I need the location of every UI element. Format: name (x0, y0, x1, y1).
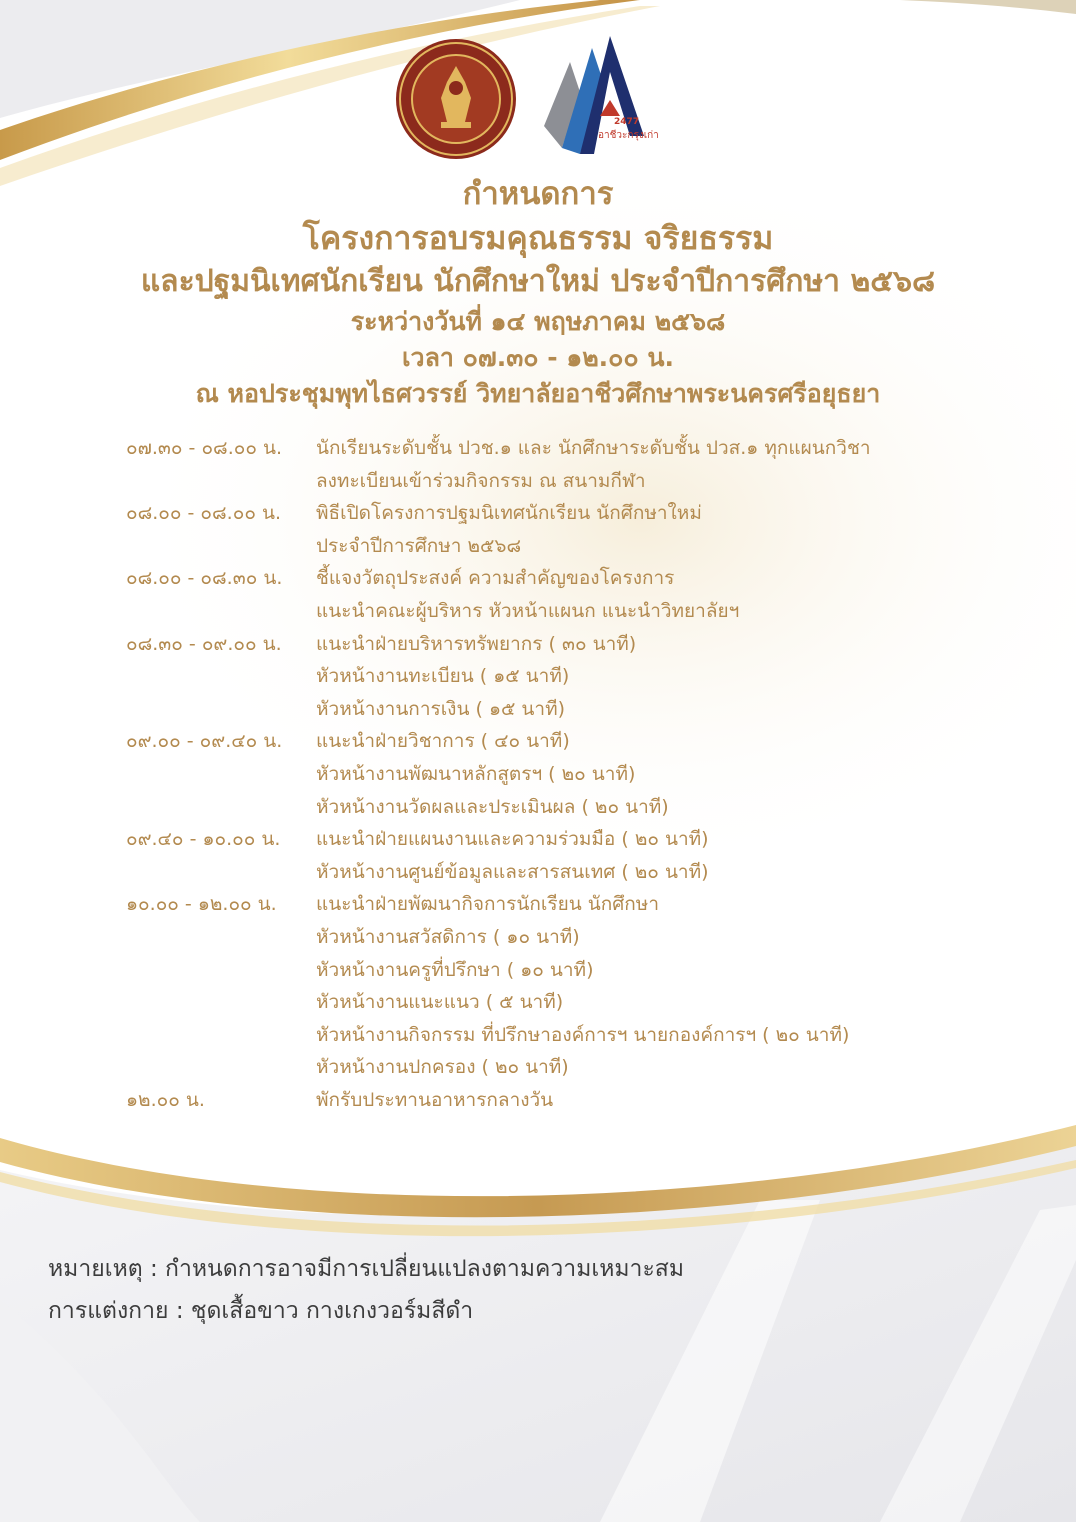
schedule-time: ๐๗.๓๐ - ๐๘.๐๐ น. (126, 437, 282, 459)
schedule-row (126, 823, 986, 888)
schedule-row (126, 562, 986, 627)
schedule-activity-line: หัวหน้างานการเงิน ( ๑๕ นาที) (316, 697, 566, 720)
schedule-activities (316, 888, 986, 1084)
schedule-row (126, 497, 986, 562)
schedule-list (126, 432, 986, 1116)
event-time: เวลา ๐๗.๓๐ - ๑๒.๐๐ น. (402, 343, 674, 372)
schedule-activity-line: แนะนำฝ่ายบริหารทรัพยากร ( ๓๐ นาที) (316, 632, 637, 655)
schedule-activity-line: หัวหน้างานทะเบียน ( ๑๕ นาที) (316, 665, 570, 688)
event-dates: ระหว่างวันที่ ๑๔ พฤษภาคม ๒๕๖๘ (350, 307, 726, 336)
schedule-time: ๐๙.๔๐ - ๑๐.๐๐ น. (126, 828, 281, 851)
schedule-row (126, 1084, 986, 1117)
schedule-activities (316, 1084, 986, 1117)
schedule-activity-line: หัวหน้างานปกครอง ( ๒๐ นาที) (316, 1056, 569, 1079)
schedule-activity-line: หัวหน้างานวัดผลและประเมินผล ( ๒๐ นาที) (316, 795, 669, 818)
schedule-activity-line: แนะนำคณะผู้บริหาร หัวหน้าแผนก แนะนำวิทยาลัยฯ (316, 599, 740, 622)
brand-name-text: อาชีวะกรุงเก่า (598, 130, 659, 141)
schedule-activity-line: ชี้แจงวัตถุประสงค์ ความสำคัญของโครงการ (316, 567, 675, 590)
schedule-activities (316, 497, 986, 562)
project-title: โครงการอบรมคุณธรรม จริยธรรม (302, 219, 774, 257)
schedule-activities (316, 725, 986, 823)
notes-section (48, 1248, 684, 1332)
schedule-activity-line: หัวหน้างานแนะแนว ( ๕ นาที) (316, 991, 564, 1014)
schedule-activities (316, 628, 986, 726)
schedule-activities (316, 823, 986, 888)
schedule-activities (316, 562, 986, 627)
schedule-activity-line: หัวหน้างานกิจกรรม ที่ปรึกษาองค์การฯ นายกองค์การฯ ( ๒๐ นาที) (316, 1023, 850, 1046)
schedule-activity-line: หัวหน้างานศูนย์ข้อมูลและสารสนเทศ ( ๒๐ นาที) (316, 860, 709, 883)
schedule-row (126, 888, 986, 1084)
schedule-time: ๑๐.๐๐ - ๑๒.๐๐ น. (126, 893, 277, 916)
schedule-activity-line: หัวหน้างานสวัสดิการ ( ๑๐ นาที) (316, 925, 580, 948)
brand-year-text: 2477 (614, 117, 640, 127)
college-brand-mark (540, 36, 659, 160)
schedule-row (126, 432, 986, 497)
schedule-row (126, 628, 986, 726)
schedule-activity-line: ประจำปีการศึกษา ๒๕๖๘ (316, 534, 522, 557)
schedule-activity-line: หัวหน้างานพัฒนาหลักสูตรฯ ( ๒๐ นาที) (316, 762, 636, 785)
schedule-activity-line: แนะนำฝ่ายพัฒนากิจการนักเรียน นักศึกษา (316, 893, 659, 916)
schedule-time: ๐๙.๐๐ - ๐๙.๔๐ น. (126, 730, 283, 753)
orientation-title: และปฐมนิเทศนักเรียน นักศึกษาใหม่ ประจำปีการศึกษา ๒๕๖๘ (140, 264, 936, 299)
schedule-row (126, 725, 986, 823)
vocational-education-commission-seal (395, 38, 517, 160)
schedule-activity-line: พิธีเปิดโครงการปฐมนิเทศนักเรียน นักศึกษาใหม่ (316, 502, 702, 525)
document-header (0, 172, 1076, 412)
event-venue: ณ หอประชุมพุทไธศวรรย์ วิทยาลัยอาชีวศึกษาพระนครศรีอยุธยา (195, 379, 881, 408)
schedule-label: กำหนดการ (462, 176, 614, 212)
schedule-activity-line: แนะนำฝ่ายแผนงานและความร่วมมือ ( ๒๐ นาที) (316, 828, 709, 851)
schedule-activity-line: นักเรียนระดับชั้น ปวช.๑ และ นักศึกษาระดับชั้น ปวส.๑ ทุกแผนกวิชา (316, 437, 871, 459)
dress-code-note: การแต่งกาย : ชุดเสื้อขาว กางเกงวอร์มสีดำ (48, 1298, 474, 1324)
logo-row (0, 36, 1076, 160)
schedule-activity-line: หัวหน้างานครูที่ปรึกษา ( ๑๐ นาที) (316, 958, 594, 981)
schedule-activity-line: พักรับประทานอาหารกลางวัน (316, 1088, 554, 1111)
schedule-activity-line: แนะนำฝ่ายวิชาการ ( ๔๐ นาที) (316, 730, 570, 753)
schedule-activity-line: ลงทะเบียนเข้าร่วมกิจกรรม ณ สนามกีฬา (316, 469, 646, 492)
schedule-activities (316, 432, 986, 497)
schedule-time: ๐๘.๐๐ - ๐๘.๓๐ น. (126, 567, 283, 590)
schedule-time: ๑๒.๐๐ น. (126, 1088, 205, 1111)
remark-note: หมายเหตุ : กำหนดการอาจมีการเปลี่ยนแปลงตามความเหมาะสม (48, 1256, 685, 1282)
schedule-time: ๐๘.๓๐ - ๐๙.๐๐ น. (126, 632, 282, 655)
schedule-time: ๐๘.๐๐ - ๐๘.๐๐ น. (126, 502, 281, 525)
